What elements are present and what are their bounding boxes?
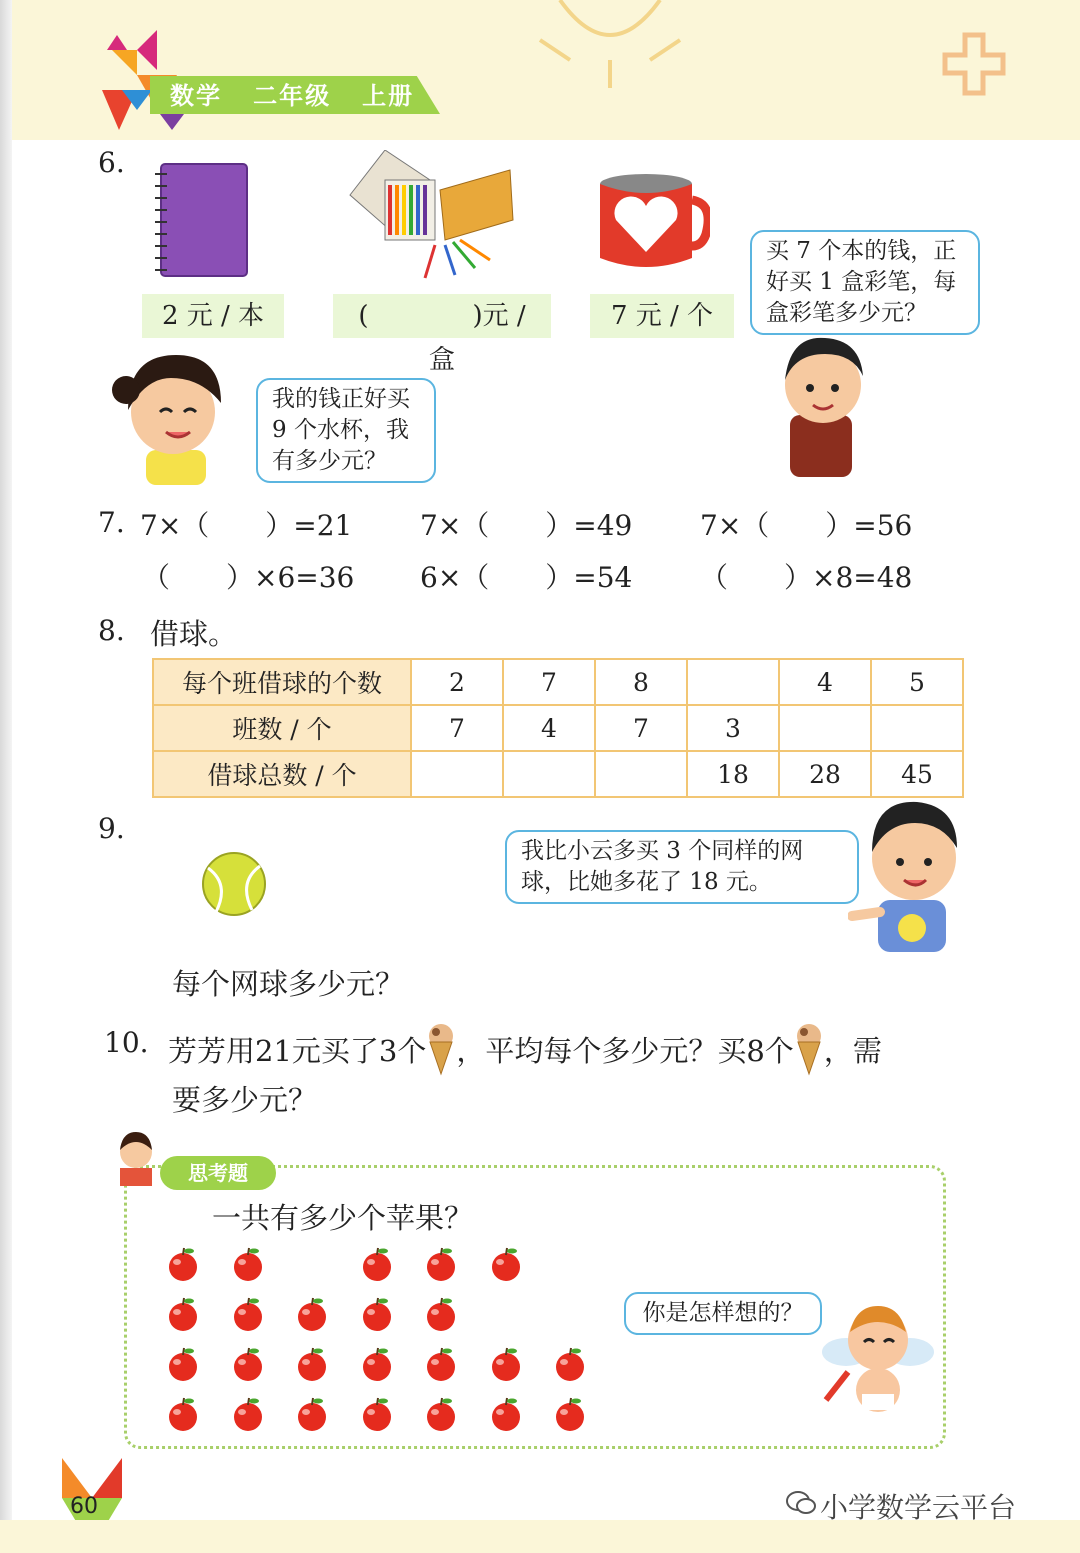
boy-character-image bbox=[775, 330, 875, 480]
girl-character-image bbox=[108, 350, 223, 485]
mug-image bbox=[598, 172, 710, 272]
apple-icon bbox=[295, 1296, 329, 1332]
apple-icon bbox=[295, 1396, 329, 1432]
table-cell bbox=[411, 751, 503, 797]
sun-doodle-icon bbox=[520, 0, 700, 90]
ball-borrowing-table bbox=[152, 658, 964, 798]
boy-speech-bubble: 买 7 个本的钱，正好买 1 盒彩笔，每盒彩笔多少元？ bbox=[750, 230, 980, 335]
table-cell: 7 bbox=[503, 659, 595, 705]
table-cell: 7 bbox=[411, 705, 503, 751]
table-cell: 5 bbox=[871, 659, 963, 705]
mug-price: 7 元 / 个 bbox=[590, 294, 734, 338]
plus-doodle-icon bbox=[940, 30, 1010, 100]
table-cell: 8 bbox=[595, 659, 687, 705]
table-row bbox=[153, 659, 963, 705]
apple-icon bbox=[231, 1296, 265, 1332]
apple-icon bbox=[295, 1346, 329, 1382]
cupid-character-image bbox=[818, 1290, 936, 1425]
apple-icon bbox=[424, 1296, 458, 1332]
table-cell: 4 bbox=[503, 705, 595, 751]
apple-icon bbox=[166, 1396, 200, 1432]
q9-number: 9. bbox=[98, 812, 125, 845]
q7-number: 7. bbox=[98, 506, 125, 539]
q10-line1 bbox=[168, 1022, 882, 1076]
apple-icon bbox=[424, 1246, 458, 1282]
wechat-icon bbox=[786, 1490, 816, 1516]
pencils-price: ( )元 / 盒 bbox=[333, 294, 551, 338]
table-cell: 3 bbox=[687, 705, 779, 751]
apple-icon bbox=[489, 1346, 523, 1382]
ice-cream-icon bbox=[794, 1022, 824, 1076]
q9-question: 每个网球多少元？ bbox=[172, 967, 405, 1001]
notebook-image bbox=[155, 162, 250, 280]
reading-girl-icon bbox=[110, 1128, 162, 1190]
q10-line2: 要多少元？ bbox=[172, 1083, 318, 1117]
girl-speech-bubble: 我的钱正好买 9 个水杯，我有多少元？ bbox=[256, 378, 436, 483]
q8-title: 借球。 bbox=[150, 617, 238, 651]
q10-number: 10. bbox=[104, 1026, 149, 1059]
q7-equation-1: 7×（ ）=21 bbox=[140, 509, 353, 542]
page-number: 60 bbox=[70, 1494, 98, 1519]
think-question: 一共有多少个苹果？ bbox=[212, 1201, 474, 1235]
table-cell: 45 bbox=[871, 751, 963, 797]
q7-equation-3: 7×（ ）=56 bbox=[700, 509, 913, 542]
page-binding-edge bbox=[0, 0, 12, 1553]
table-cell bbox=[871, 705, 963, 751]
apple-icon bbox=[360, 1296, 394, 1332]
apple-icon bbox=[489, 1396, 523, 1432]
apple-icon bbox=[231, 1346, 265, 1382]
apple-icon bbox=[166, 1346, 200, 1382]
q7-equation-2: 7×（ ）=49 bbox=[420, 509, 633, 542]
q10-text-part1: 芳芳用21元买了3个 bbox=[168, 1033, 427, 1068]
apple-icon bbox=[553, 1346, 587, 1382]
row-header: 借球总数 / 个 bbox=[153, 751, 411, 797]
book-header bbox=[170, 78, 414, 114]
ice-cream-icon bbox=[426, 1022, 456, 1076]
apple-icon bbox=[231, 1396, 265, 1432]
color-pencils-image bbox=[345, 150, 520, 285]
notebook-price: 2 元 / 本 bbox=[142, 294, 284, 338]
apple-icon bbox=[489, 1246, 523, 1282]
header-grade: 二年级 bbox=[253, 82, 332, 110]
apple-icon bbox=[166, 1246, 200, 1282]
header-subject: 数学 bbox=[170, 82, 222, 110]
apple-icon bbox=[166, 1296, 200, 1332]
header-volume: 上册 bbox=[362, 82, 415, 110]
table-cell: 7 bbox=[595, 705, 687, 751]
q7-equation-5: 6×（ ）=54 bbox=[420, 561, 633, 594]
table-cell bbox=[779, 705, 871, 751]
cupid-speech-bubble: 你是怎样想的？ bbox=[624, 1292, 822, 1335]
apple-icon bbox=[424, 1346, 458, 1382]
q7-equation-4: （ ）×6=36 bbox=[142, 561, 355, 594]
q6-number: 6. bbox=[98, 146, 125, 179]
table-cell bbox=[503, 751, 595, 797]
q10-text-part3: ，需 bbox=[823, 1033, 882, 1068]
apple-icon bbox=[360, 1246, 394, 1282]
table-cell: 28 bbox=[779, 751, 871, 797]
table-cell: 18 bbox=[687, 751, 779, 797]
table-row bbox=[153, 751, 963, 797]
thinking-question-tag: 思考题 bbox=[160, 1156, 276, 1190]
apple-icon bbox=[424, 1396, 458, 1432]
boy-waving-image bbox=[848, 800, 963, 955]
q7-equation-6: （ ）×8=48 bbox=[700, 561, 913, 594]
row-header: 班数 / 个 bbox=[153, 705, 411, 751]
q8-number: 8. bbox=[98, 614, 125, 647]
apple-icon bbox=[360, 1346, 394, 1382]
table-cell: 4 bbox=[779, 659, 871, 705]
q9-speech-bubble: 我比小云多买 3 个同样的网球，比她多花了 18 元。 bbox=[505, 830, 859, 904]
table-cell: 2 bbox=[411, 659, 503, 705]
q10-text-part2: ，平均每个多少元？买8个 bbox=[456, 1033, 794, 1068]
apple-icon bbox=[231, 1246, 265, 1282]
apple-icon bbox=[553, 1396, 587, 1432]
apple-icon bbox=[360, 1396, 394, 1432]
table-cell bbox=[595, 751, 687, 797]
row-header: 每个班借球的个数 bbox=[153, 659, 411, 705]
tennis-ball-image bbox=[200, 850, 268, 918]
table-cell bbox=[687, 659, 779, 705]
watermark-text: 小学数学云平台 bbox=[820, 1491, 1017, 1524]
table-row bbox=[153, 705, 963, 751]
